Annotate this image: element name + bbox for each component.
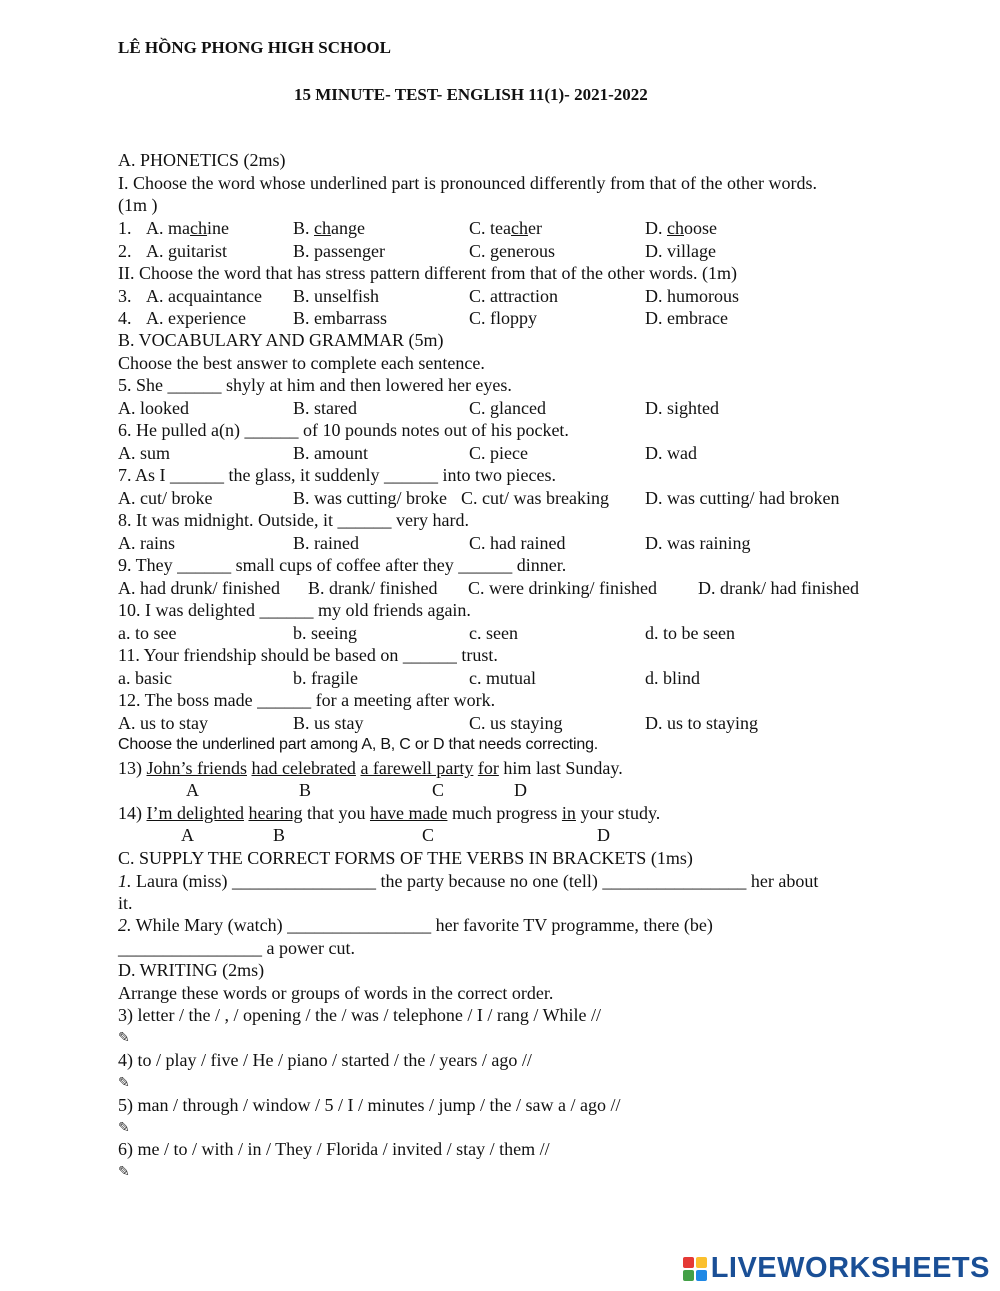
q1-option-d: D. choose [645,218,717,238]
section-d-heading: D. WRITING (2ms) [118,960,265,980]
writing-item-6: 6) me / to / with / in / They / Florida / invited / stay / them // [118,1139,550,1159]
instruction-1: I. Choose the word whose underlined part is pronounced differently from that of the other words. [118,173,817,193]
section-b-instruction: Choose the best answer to complete each sentence. [118,353,485,373]
q1-option-b: B. change [293,218,365,238]
question-11-text: 11. Your friendship should be based on ______ trust. [118,645,498,665]
logo-block [683,1257,694,1268]
pencil-icon: ✎ [118,1075,130,1091]
question-12-text: 12. The boss made ______ for a meeting after work. [118,690,496,710]
logo-block [683,1270,694,1281]
question-8-text: 8. It was midnight. Outside, it ______ very hard. [118,510,469,530]
verb-question-1: 1. Laura (miss) ________________ the party because no one (tell) ________________ her about [118,871,819,891]
question-10-text: 10. I was delighted ______ my old friends again. [118,600,471,620]
instruction-2: II. Choose the word that has stress pattern different from that of the other words. (1m) [118,263,738,283]
section-c-heading: C. SUPPLY THE CORRECT FORMS OF THE VERBS IN BRACKETS (1ms) [118,848,693,868]
test-title: 15 MINUTE- TEST- ENGLISH 11(1)- 2021-2022 [294,85,648,104]
writing-item-4: 4) to / play / five / He / piano / started / the / years / ago // [118,1050,532,1070]
q2-option-d: D. village [645,241,716,261]
pencil-icon: ✎ [118,1030,130,1046]
error-identification-instruction: Choose the underlined part among A, B, C or D that needs correcting. [118,736,599,753]
q3-option-d: D. humorous [645,286,739,306]
logo-block [696,1270,707,1281]
q1-option-c: C. teacher [469,218,542,238]
question-5-text: 5. She ______ shyly at him and then lowered her eyes. [118,375,512,395]
q4-option-b: B. embarrass [293,308,387,328]
q4-option-d: D. embrace [645,308,728,328]
q3-option-a: A. acquaintance [146,286,262,306]
brand-name: LIVEWORKSHEETS [710,1252,990,1284]
q2-option-c: C. generous [469,241,555,261]
liveworksheets-logo [683,1252,990,1285]
writing-item-5: 5) man / through / window / 5 / I / minutes / jump / the / saw a / ago // [118,1095,621,1115]
question-14: 14) I’m delighted hearing that you have made much progress in your study. [118,803,661,823]
verb-question-2: 2. While Mary (watch) ________________ her favorite TV programme, there (be) [118,915,713,935]
verb-question-1-cont: it. [118,893,133,913]
q2-option-a: A. guitarist [146,241,227,261]
question-13: 13) John’s friends had celebrated a farewell party for him last Sunday. [118,758,623,778]
pencil-icon: ✎ [118,1164,130,1180]
q4-option-a: A. experience [146,308,246,328]
section-d-instruction: Arrange these words or groups of words in the correct order. [118,983,554,1003]
pencil-icon: ✎ [118,1120,130,1136]
logo-blocks-icon [683,1257,707,1281]
q3-option-b: B. unselfish [293,286,380,306]
question-6-text: 6. He pulled a(n) ______ of 10 pounds notes out of his pocket. [118,420,569,440]
instruction-1-points: (1m ) [118,195,158,215]
q4-option-c: C. floppy [469,308,538,328]
section-b-heading: B. VOCABULARY AND GRAMMAR (5m) [118,330,444,350]
section-a-heading: A. PHONETICS (2ms) [118,150,286,170]
verb-question-2-cont: ________________ a power cut. [118,938,355,958]
writing-item-3: 3) letter / the / , / opening / the / was / telephone / I / rang / While // [118,1005,602,1025]
school-name: LÊ HỒNG PHONG HIGH SCHOOL [118,38,391,57]
q1-option-a: A. machine [146,218,229,238]
q3-option-c: C. attraction [469,286,558,306]
question-7-text: 7. As I ______ the glass, it suddenly ______ into two pieces. [118,465,556,485]
question-9-text: 9. They ______ small cups of coffee after they ______ dinner. [118,555,567,575]
logo-block [696,1257,707,1268]
q2-option-b: B. passenger [293,241,385,261]
